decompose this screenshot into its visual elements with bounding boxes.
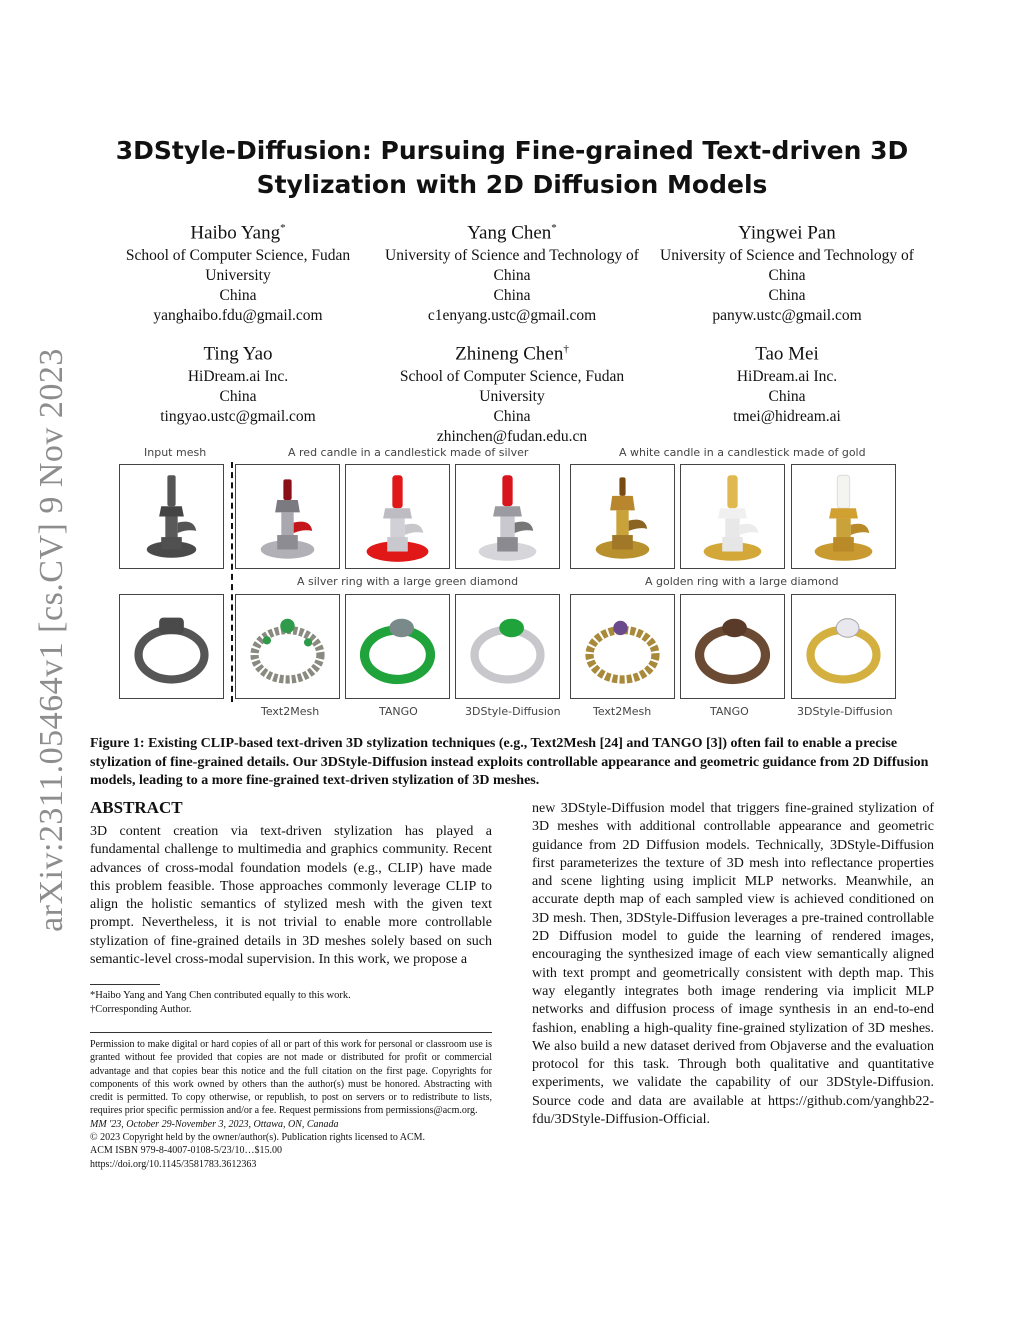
author-affiliation: HiDream.ai Inc. [736, 368, 838, 386]
isbn-text: ACM ISBN 979-8-4007-0108-5/23/10…$15.00 [90, 1145, 282, 1157]
footnote: †Corresponding Author. [90, 1004, 192, 1015]
candle-icon [456, 465, 559, 568]
author-affiliation: HiDream.ai Inc. [187, 368, 289, 386]
footnotes [90, 989, 492, 1017]
author-country: China [768, 388, 806, 406]
abstract-right-column: new 3DStyle-Diffusion model that triggers fine-grained stylization of 3D meshes with additional controllable appearance and geometric guidance from 2D Diffusion models. Technically, 3DStyle-Diffusion first parameterizes the texture of 3D mesh into reflectance properties and scene lighting using implicit MLP networks. Meanwhile, an accurate depth map of each sampled view is achieved conditioned on 3D mesh. Then, 3DStyle-Diffusion leverages a pre-trained controllable 2D Diffusion model to guide the learning of rendered images, encouraging the synthesized image of each view semantically aligned with text prompt and geometrically consistent with depth map. This way elegantly integrates both image rendering via implicit MLP networks and diffusion process of image synthesis in an end-to-end fashion, enabling a high-quality fine-grained stylization of 3D meshes. We also build a new dataset derived from Objaverse and the evaluation protocol for this task. Through both qualitative and quantitative experiments, we validate the capability of our 3DStyle-Diffusion. Source code and data are available at https://github.com/yanghb22-fdu/3DStyle-Diffusion-Official. [532, 801, 934, 1128]
author-name: Haibo Yang [190, 222, 281, 244]
candle-icon [346, 465, 449, 568]
author-country: China [768, 287, 806, 305]
prompt-label: A silver ring with a large green diamond [297, 575, 519, 588]
author-country: China [219, 388, 257, 406]
candle-icon [681, 465, 784, 568]
ring-icon [456, 595, 559, 698]
prompt-label: A red candle in a candlestick made of silver [288, 446, 529, 459]
author-country: China [493, 408, 531, 426]
candle-result [680, 464, 785, 569]
candle-result [791, 464, 896, 569]
ring-icon [571, 595, 674, 698]
conference-info: MM '23, October 29-November 3, 2023, Ottawa, ON, Canada [90, 1118, 339, 1130]
footnote: *Haibo Yang and Yang Chen contributed equally to this work. [90, 990, 351, 1001]
author-country: China [219, 287, 257, 305]
ring-result [235, 594, 340, 699]
prompt-label: A golden ring with a large diamond [645, 575, 839, 588]
ring-icon [236, 595, 339, 698]
candle-result [345, 464, 450, 569]
author-block [652, 216, 922, 326]
author-block [103, 337, 373, 427]
ring-icon [792, 595, 895, 698]
author-affiliation: University of Science and Technology of China [660, 247, 914, 285]
arxiv-watermark: arXiv:2311.05464v1 [cs.CV] 9 Nov 2023 [33, 348, 70, 932]
permission-divider [90, 1032, 492, 1033]
author-block [377, 337, 647, 447]
paper-title: 3DStyle-Diffusion: Pursuing Fine-grained Text-driven 3D Stylization with 2D Diffusion Models [115, 136, 909, 199]
candle-icon [236, 465, 339, 568]
method-label: 3DStyle-Diffusion [465, 705, 561, 718]
author-name: Yingwei Pan [738, 222, 836, 244]
author-mark: † [563, 343, 569, 355]
candle-input-mesh [119, 464, 224, 569]
author-email: yanghaibo.fdu@gmail.com [153, 307, 323, 325]
method-label: TANGO [710, 705, 749, 718]
author-block [103, 216, 373, 326]
author-name: Ting Yao [203, 343, 273, 365]
ring-result [345, 594, 450, 699]
abstract-left-column: 3D content creation via text-driven stylization has played a fundamental challenge to multimedia and graphics community. Recent advances of cross-modal foundation models (e.g., CLIP) have made this problem feasible. Those approaches commonly leverage CLIP to align the holistic semantics of stylized mesh with the given text prompt. Nevertheless, it is not trivial to enable more controllable stylization of fine-grained details in 3D meshes solely based on such semantic-level cross-modal supervision. In this work, we propose a [90, 824, 492, 968]
author-affiliation: University of Science and Technology of China [385, 247, 639, 285]
author-name: Zhineng Chen [455, 343, 564, 365]
author-block [377, 216, 647, 326]
ring-result [570, 594, 675, 699]
permission-text: Permission to make digital or hard copies of all or part of this work for personal or classroom use is granted without fee provided that copies are not made or distributed for profit or commercial advantage and that copies bear this notice and the full citation on the first page. Copyrights for components of this work owned by others than the author(s) must be honored. Abstracting with credit is permitted. To copy otherwise, or republish, to post on servers or to redistribute to lists, requires prior specific permission and/or a fee. Request permissions from permissions@acm.org. [90, 1039, 492, 1117]
author-block [652, 337, 922, 427]
author-email: tingyao.ustc@gmail.com [160, 408, 316, 426]
author-country: China [493, 287, 531, 305]
ring-input-mesh [119, 594, 224, 699]
author-email: tmei@hidream.ai [733, 408, 841, 426]
figure-caption: Figure 1: Existing CLIP-based text-driven 3D stylization techniques (e.g., Text2Mesh [24] and TANGO [3]) often fail to enable a precise stylization of fine-grained details. Our 3DStyle-Diffusion instead exploits controllable appearance and geometric guidance from 2D Diffusion models, leading to a more fine-grained text-driven stylization of 3D meshes. [90, 736, 929, 788]
abstract-heading: ABSTRACT [90, 798, 183, 817]
ring-icon [120, 595, 223, 698]
author-name: Yang Chen [467, 222, 552, 244]
copyright-text: © 2023 Copyright held by the owner/author(s). Publication rights licensed to ACM. [90, 1132, 426, 1144]
method-label: Text2Mesh [261, 705, 320, 718]
footnote-divider [90, 984, 160, 985]
ring-icon [681, 595, 784, 698]
author-mark: * [551, 222, 557, 234]
author-mark: * [280, 222, 286, 234]
ring-result [791, 594, 896, 699]
candle-result [455, 464, 560, 569]
ring-icon [346, 595, 449, 698]
candle-icon [120, 465, 223, 568]
author-affiliation: School of Computer Science, Fudan University [125, 247, 351, 285]
author-email: zhinchen@fudan.edu.cn [436, 428, 588, 446]
method-label: Text2Mesh [593, 705, 652, 718]
candle-result [570, 464, 675, 569]
doi-link: https://doi.org/10.1145/3581783.3612363 [90, 1158, 257, 1170]
method-label: 3DStyle-Diffusion [797, 705, 893, 718]
candle-icon [792, 465, 895, 568]
ring-result [455, 594, 560, 699]
candle-result [235, 464, 340, 569]
author-email: c1enyang.ustc@gmail.com [427, 307, 597, 325]
ring-result [680, 594, 785, 699]
figure-divider [231, 462, 233, 702]
author-affiliation: School of Computer Science, Fudan University [399, 368, 625, 406]
author-name: Tao Mei [755, 343, 819, 365]
input-mesh-label: Input mesh [144, 446, 207, 459]
author-email: panyw.ustc@gmail.com [712, 307, 862, 325]
permission-block [90, 1038, 492, 1171]
candle-icon [571, 465, 674, 568]
prompt-label: A white candle in a candlestick made of gold [619, 446, 866, 459]
method-label: TANGO [379, 705, 418, 718]
